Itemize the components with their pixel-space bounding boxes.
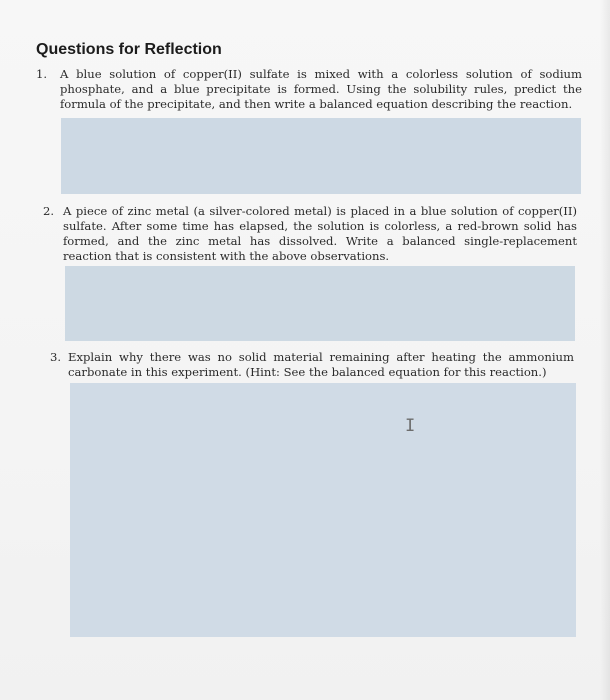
question-number: 1.: [36, 67, 48, 81]
answer-field-1[interactable]: [61, 118, 581, 194]
answer-field-3[interactable]: [70, 383, 576, 637]
question-number: 3.: [50, 350, 62, 364]
answer-field-2[interactable]: [65, 266, 575, 341]
question-number: 2.: [43, 204, 55, 218]
question-text: A piece of zinc metal (a silver-colored metal) is placed in a blue solution of copper(II) sulfate. After some time has elapsed, the solution is colorless, a red-brown solid has formed, and the zinc metal has dissolved. Write a balanced single-replacement reaction that is consistent with the above observations.: [63, 204, 577, 263]
text-cursor-icon: I: [405, 416, 416, 436]
question-text: Explain why there was no solid material remaining after heating the ammonium carbonate in this experiment. (Hint: See the balanced equation for this reaction.): [68, 350, 574, 379]
page-edge-shadow: [600, 0, 610, 700]
section-heading: Questions for Reflection: [36, 41, 222, 58]
question-text: A blue solution of copper(II) sulfate is mixed with a colorless solution of sodium phosphate, and a blue precipitate is formed. Using the solubility rules, predict the formula of the precipitate, and then write a balanced equation describing the reaction.: [60, 67, 582, 111]
